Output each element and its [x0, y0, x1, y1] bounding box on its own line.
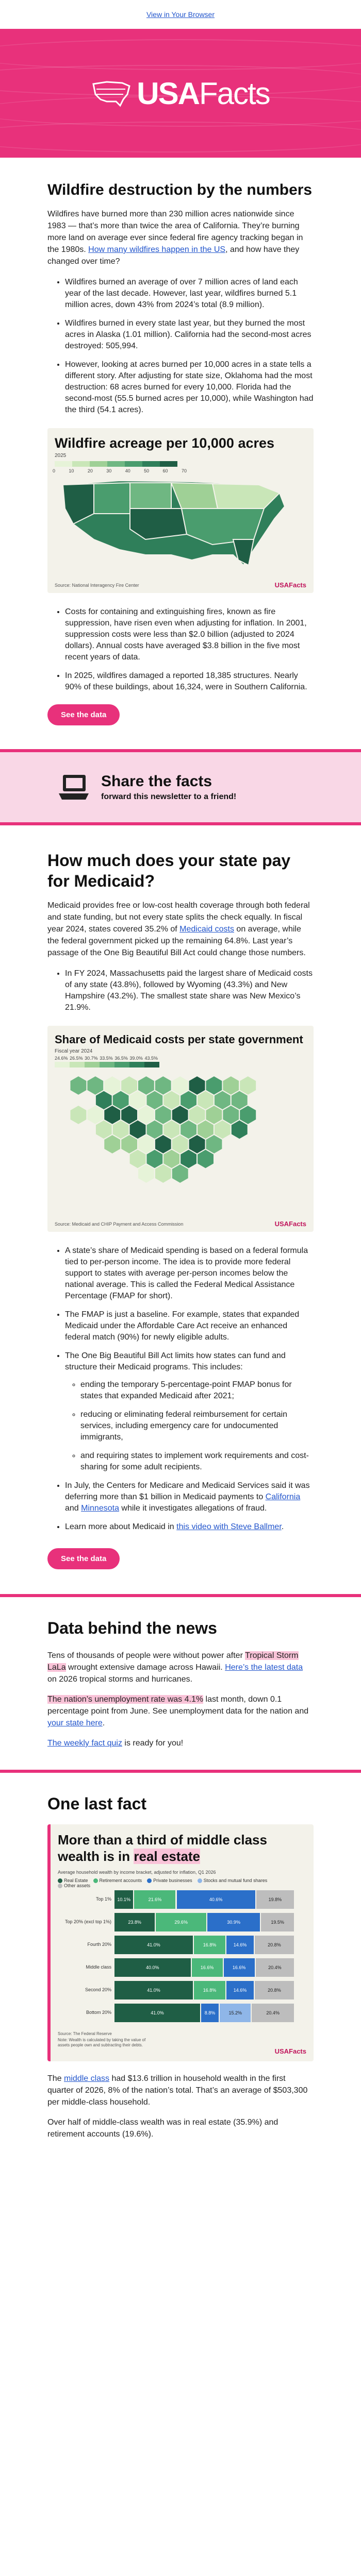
legend-label: Retirement accounts — [99, 1878, 142, 1883]
news-paragraph-3 — [47, 1737, 314, 1749]
share-subtitle: forward this newsletter to a friend! — [101, 792, 237, 801]
medicaid-legend-labels — [55, 1056, 158, 1061]
wealth-row-label: Top 20% (excl top 1%) — [64, 1919, 111, 1924]
wealth-bar-segment: 23.8% — [114, 1913, 155, 1931]
us-map-logo-icon — [91, 79, 132, 108]
chart-brand-logo: USAFacts — [274, 2047, 306, 2055]
medicaid-chart-title: Share of Medicaid costs per state government — [55, 1033, 303, 1046]
unemployment-highlight: The nation’s unemployment rate was 4.1% — [47, 1695, 204, 1704]
last-fact-p1-b: had $13.6 trillion in household wealth in the first quarter of 2026, 8% of the nation’s total. That’s an average of $503,300 per middle-class household. — [47, 2074, 308, 2107]
list-item: • Wildfires burned in every state last year, but they burned the most acres in Alaska (1.01 million). California had the second-most acres destroyed: 505,994. — [65, 318, 314, 352]
legend-label: Private businesses — [153, 1878, 192, 1883]
last-fact-p1-a: The — [47, 2074, 64, 2083]
list-item: • Costs for containing and extinguishing fires, known as fire suppression, have risen even when adjusting for inflation. In 2001, suppression costs were less than $2.0 billion (adjusted to 2024 dollars). Annual costs have averaged $3.8 billion in the five most recent years of data. — [65, 606, 314, 663]
legend-label: 26.5% — [70, 1056, 83, 1061]
california-link[interactable]: California — [265, 1493, 301, 1501]
legend-label: 43.5% — [144, 1056, 158, 1061]
wildfire-intro-b: , and how have they changed over time? — [47, 245, 300, 266]
share-title: Share the facts — [101, 773, 212, 790]
state-hex-tile — [155, 1164, 172, 1183]
medicaid-chart-year: Fiscal year 2024 — [55, 1048, 93, 1054]
medicaid-section — [0, 825, 361, 1569]
wealth-bar-row — [58, 1913, 300, 1931]
wildfire-section — [0, 180, 361, 725]
state-mountain — [94, 483, 130, 514]
wealth-bar-row — [58, 1958, 300, 1977]
state-hex-tile — [70, 1105, 87, 1125]
wealth-bar-segment: 19.8% — [256, 1890, 294, 1909]
wildfire-map-chart — [47, 428, 314, 593]
ballmer-video-link[interactable]: this video with Steve Ballmer — [176, 1522, 282, 1531]
wildfire-legend-bar — [55, 461, 177, 467]
wealth-chart-subtitle: Average household wealth by income bracket, adjusted for inflation, Q1 2026 — [58, 1870, 216, 1875]
medicaid-bullets-first — [47, 968, 314, 1013]
wealth-bar-segment: 20.8% — [255, 1936, 294, 1954]
legend-label: 10 — [69, 468, 74, 473]
news-p2-c: . — [102, 1719, 105, 1727]
july-text-a: In July, the Centers for Medicare and Medicaid Services said it was deferring more than $1 billion in Medicaid payments to — [65, 1481, 310, 1501]
news-p2-b: last month, down 0.1 percentage point from June. See unemployment data for the nation and — [47, 1695, 309, 1716]
wealth-title-a: More than a third of middle class wealth is in — [58, 1832, 267, 1864]
state-hex-tile — [172, 1164, 189, 1183]
view-in-browser-link[interactable]: View in Your Browser — [146, 10, 215, 19]
wildfire-intro-link[interactable]: How many wildfires happen in the US — [88, 245, 226, 254]
wealth-legend — [58, 1878, 295, 1888]
wealth-row-label: Bottom 20% — [86, 2010, 111, 2015]
wealth-chart-note: Note: Wealth is calculated by taking the value of assets people own and subtracting their debts. — [58, 2038, 146, 2047]
state-hex-tile — [70, 1076, 87, 1095]
legend-label: 50 — [144, 468, 150, 473]
last-fact-title: One last fact — [47, 1794, 147, 1813]
last-fact-section — [0, 1773, 361, 2140]
wealth-chart-title — [58, 1832, 295, 1865]
list-item: • In FY 2024, Massachusetts paid the largest share of Medicaid costs of any state (43.8%), followed by Wyoming (43.3%) and New Hampshire (43.2%). The smallest state share was New Mexico’s 21.9%. — [65, 968, 314, 1013]
legend-label: Real Estate — [64, 1878, 88, 1883]
news-p1-b: wrought extensive damage across Hawaii. — [65, 1663, 225, 1672]
list-item — [65, 1350, 314, 1473]
state-hex-tile — [104, 1134, 121, 1154]
wealth-bar-segment: 41.0% — [114, 1936, 193, 1954]
list-item: • However, looking at acres burned per 10,000 acres in a state tells a different story. After adjusting for state size, Oklahoma had the most destruction: 68 acres burned for every 10,000. Florida had the second-most (55.5 burned acres per 10,000), while Washington had the third (54.1 acres). — [65, 359, 314, 416]
middle-class-link[interactable]: middle class — [64, 2074, 110, 2083]
state-hex-tile — [138, 1164, 155, 1183]
news-paragraph-2 — [47, 1693, 314, 1729]
wealth-bar-segment: 10.1% — [114, 1890, 133, 1909]
news-section — [0, 1597, 361, 1749]
medicaid-chart-source: Source: Medicaid and CHIP Payment and Access Commission — [55, 1222, 184, 1227]
legend-label: 36.5% — [114, 1056, 128, 1061]
list-item: • In 2025, wildfires damaged a reported 18,385 structures. Nearly 90% of these buildings, about 16,324, were in Southern California. — [65, 670, 314, 693]
wealth-bar-row — [58, 1981, 300, 1999]
wildfire-see-data-button[interactable]: See the data — [47, 704, 120, 725]
wildfire-bullets-b — [47, 606, 314, 693]
legend-item — [93, 1878, 142, 1883]
list-item — [65, 1480, 314, 1514]
legend-label: 30 — [106, 468, 112, 473]
wealth-bar-segment: 16.8% — [194, 1981, 225, 1999]
news-p3-b: is ready for you! — [122, 1739, 184, 1748]
minnesota-link[interactable]: Minnesota — [81, 1504, 119, 1513]
tropical-storm-highlight: Tropical Storm LaLa — [47, 1651, 299, 1672]
wildfire-legend-labels — [53, 468, 187, 473]
legend-label: 70 — [181, 468, 187, 473]
medicaid-sub-bullets — [65, 1379, 314, 1473]
share-banner[interactable] — [0, 749, 361, 825]
legend-item — [147, 1878, 192, 1883]
list-item: ◦ reducing or eliminating federal reimbursement for certain services, including emergency care for undocumented immigrants, — [80, 1409, 314, 1443]
weekly-quiz-link[interactable]: The weekly fact quiz — [47, 1739, 122, 1748]
medicaid-hex-map-chart — [47, 1026, 314, 1232]
wealth-bar-segment: 20.4% — [252, 2004, 294, 2022]
legend-label: 39.0% — [129, 1056, 143, 1061]
state-florida — [233, 539, 254, 565]
wealth-bar-segment: 16.8% — [194, 1936, 225, 1954]
learn-text-b: . — [281, 1522, 284, 1531]
logo-text-facts: Facts — [199, 76, 270, 111]
legend-label: 60 — [162, 468, 168, 473]
list-item: ◦ and requiring states to implement work requirements and cost-sharing for some adult recipients. — [80, 1450, 314, 1473]
list-item: • A state’s share of Medicaid spending is based on a federal formula tied to per-person income. The idea is to provide more federal support to states with average per-person incomes below the national average. This is called the Federal Medical Assistance Percentage (FMAP for short). — [65, 1245, 314, 1302]
last-fact-paragraph-2: Over half of middle-class wealth was in real estate (35.9%) and retirement accounts (19.6%). — [47, 2118, 278, 2139]
state-unemployment-link[interactable]: your state here — [47, 1719, 103, 1727]
view-in-browser-bar — [0, 0, 361, 29]
list-item: ◦ ending the temporary 5-percentage-point FMAP bonus for states that expanded Medicaid after 2021; — [80, 1379, 314, 1402]
wealth-bar-segment: 16.6% — [192, 1958, 223, 1977]
wildfire-intro — [47, 208, 314, 267]
wealth-bar-segment: 14.6% — [226, 1936, 254, 1954]
medicaid-legend-bar — [55, 1062, 159, 1067]
wealth-bar-segment: 30.9% — [207, 1913, 260, 1931]
wildfire-title: Wildfire destruction by the numbers — [47, 181, 313, 198]
legend-label: 0 — [53, 468, 56, 473]
medicaid-intro — [47, 900, 314, 959]
hero-banner — [0, 29, 361, 158]
real-estate-highlight: real estate — [134, 1849, 201, 1864]
legend-item — [58, 1883, 90, 1888]
wealth-bar-segment: 41.0% — [114, 2004, 200, 2022]
list-item: • The FMAP is just a baseline. For example, states that expanded Medicaid under the Affordable Care Act receive an enhanced federal match (90%) for newly eligible adults. — [65, 1309, 314, 1343]
wealth-bar-segment: 40.6% — [177, 1890, 255, 1909]
us-states-map — [58, 478, 305, 570]
wealth-row-label: Middle class — [86, 1964, 111, 1970]
medicaid-costs-link[interactable]: Medicaid costs — [179, 925, 234, 934]
legend-item — [198, 1878, 268, 1883]
legend-label: 30.7% — [85, 1056, 98, 1061]
july-text-b: while it investigates allegations of fraud. — [119, 1504, 267, 1513]
legend-label: Stocks and mutual fund shares — [203, 1878, 268, 1883]
storm-data-link[interactable]: Here’s the latest data — [225, 1663, 303, 1672]
wealth-bar-segment: 15.2% — [220, 2004, 251, 2022]
state-plains-north — [130, 483, 171, 509]
legend-label: 33.5% — [100, 1056, 113, 1061]
legend-item — [58, 1878, 88, 1883]
wealth-bar-segment: 21.6% — [134, 1890, 175, 1909]
wealth-bar-chart — [47, 1824, 314, 2061]
wildfire-bullets — [47, 277, 314, 416]
wealth-bar-segment: 14.6% — [226, 1981, 254, 1999]
wealth-chart-source: Source: The Federal Reserve — [58, 2031, 112, 2036]
wealth-bar-row — [58, 2004, 300, 2022]
list-item: • Wildfires burned an average of over 7 million acres of land each year of the last decade. However, last year, wildfires burned 5.1 million acres, down 43% from 2024’s total (8.9 million). — [65, 277, 314, 311]
learn-text-a: Learn more about Medicaid in — [65, 1522, 177, 1531]
legend-label: 40 — [125, 468, 130, 473]
state-hex-tile — [197, 1149, 214, 1169]
medicaid-title: How much does your state pay for Medicaid? — [47, 851, 291, 890]
wealth-bar-row — [58, 1890, 300, 1909]
legend-label: 24.6% — [55, 1056, 68, 1061]
wealth-bar-segment: 29.6% — [156, 1913, 206, 1931]
wealth-row-label: Second 20% — [85, 1987, 111, 1992]
medicaid-intro-b: on average, while the federal government picked up the remaining 64.8%. Last year’s passage of the One Big Beautiful Bill Act could change those numbers. — [47, 925, 306, 957]
obbba-bullet-text: The One Big Beautiful Bill Act limits how states can fund and structure their Medicaid programs. This includes: — [65, 1351, 286, 1371]
wildfire-chart-title: Wildfire acreage per 10,000 acres — [55, 435, 275, 451]
wildfire-intro-a: Wildfires have burned more than 230 million acres nationwide since 1983 — that’s more than twice the area of California. They’re burning more land on average ever since federal fire agency tracking began in the 1980s. — [47, 210, 303, 254]
news-p1-c: on 2026 tropical storms and hurricanes. — [47, 1675, 193, 1684]
last-fact-paragraph-1 — [47, 2073, 314, 2108]
wealth-bar-segment: 8.8% — [201, 2004, 219, 2022]
list-item — [65, 1521, 314, 1533]
legend-label: Other assets — [64, 1883, 91, 1888]
usafacts-logo[interactable] — [91, 76, 269, 111]
wildfire-chart-year: 2025 — [55, 453, 67, 459]
legend-label: 20 — [87, 468, 93, 473]
wealth-bar-segment: 20.4% — [256, 1958, 294, 1977]
wealth-bar-segment: 41.0% — [114, 1981, 193, 1999]
wealth-bar-segment: 40.0% — [114, 1958, 191, 1977]
wildfire-chart-source: Source: National Interagency Fire Center — [55, 583, 139, 588]
medicaid-intro-a: Medicaid provides free or low-cost health coverage through both federal and state funding, but not every state splits the check equally. In fiscal year 2024, states covered 35.2% of — [47, 901, 310, 934]
medicaid-see-data-button[interactable]: See the data — [47, 1548, 120, 1569]
wealth-bar-segment: 20.8% — [255, 1981, 294, 1999]
wealth-row-label: Fourth 20% — [87, 1942, 111, 1947]
wealth-row-label: Top 1% — [95, 1896, 111, 1902]
chart-brand-logo: USAFacts — [274, 581, 306, 589]
laptop-icon — [56, 772, 92, 803]
news-paragraph-1 — [47, 1650, 314, 1685]
news-title: Data behind the news — [47, 1619, 217, 1637]
wealth-bar-segment: 19.5% — [261, 1913, 294, 1931]
wealth-bar-segment: 16.6% — [224, 1958, 255, 1977]
medicaid-bullets — [47, 1245, 314, 1533]
news-p1-a: Tens of thousands of people were without power after — [47, 1651, 245, 1660]
chart-brand-logo: USAFacts — [274, 1220, 306, 1228]
state-hex-tile — [231, 1120, 248, 1140]
logo-text-usa: USA — [137, 76, 199, 111]
medicaid-hex-map — [68, 1073, 295, 1212]
july-text-mid: and — [65, 1504, 81, 1513]
state-plains-south — [130, 509, 187, 539]
wealth-bar-row — [58, 1936, 300, 1954]
